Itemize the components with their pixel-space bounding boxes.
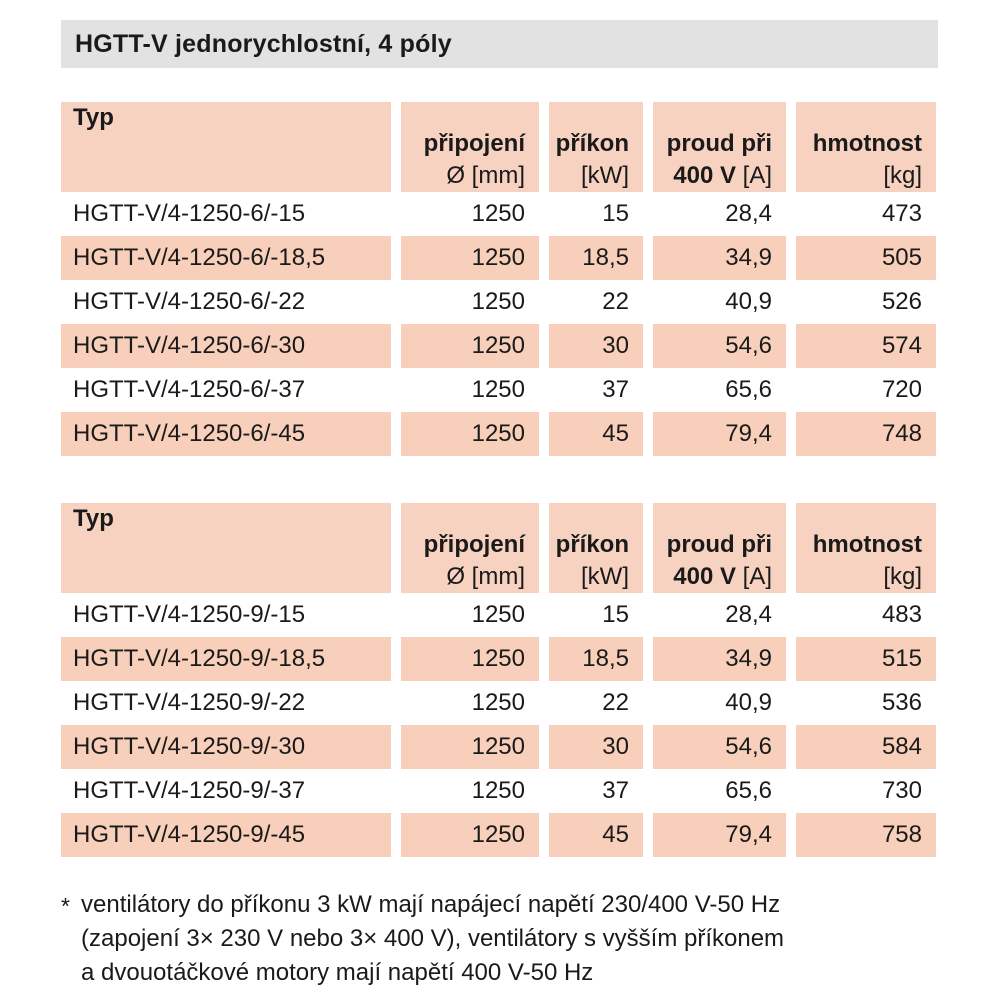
footnote-asterisk: * (61, 893, 70, 919)
cell-proud: 34,9 (653, 637, 786, 681)
cell-typ: HGTT-V/4-1250-9/-30 (61, 725, 391, 769)
cell-prikon: 45 (549, 813, 643, 857)
cell-pripojeni: 1250 (401, 280, 539, 324)
cell-typ: HGTT-V/4-1250-9/-45 (61, 813, 391, 857)
footnote-line-2: (zapojení 3× 230 V nebo 3× 400 V), ventilátory s vyšším příkonem (81, 925, 785, 952)
column-header-pripojeni: připojení Ø [mm] (401, 503, 539, 593)
cell-pripojeni: 1250 (401, 412, 539, 456)
cell-typ: HGTT-V/4-1250-9/-15 (61, 593, 391, 637)
cell-typ: HGTT-V/4-1250-9/-37 (61, 769, 391, 813)
cell-prikon: 45 (549, 412, 643, 456)
cell-typ: HGTT-V/4-1250-6/-45 (61, 412, 391, 456)
cell-prikon: 18,5 (549, 236, 643, 280)
cell-hmotnost: 748 (796, 412, 936, 456)
cell-prikon: 30 (549, 324, 643, 368)
cell-pripojeni: 1250 (401, 236, 539, 280)
cell-pripojeni: 1250 (401, 769, 539, 813)
cell-pripojeni: 1250 (401, 725, 539, 769)
cell-proud: 28,4 (653, 192, 786, 236)
cell-hmotnost: 758 (796, 813, 936, 857)
cell-proud: 65,6 (653, 368, 786, 412)
cell-typ: HGTT-V/4-1250-6/-22 (61, 280, 391, 324)
cell-proud: 54,6 (653, 324, 786, 368)
cell-hmotnost: 515 (796, 637, 936, 681)
cell-typ: HGTT-V/4-1250-6/-30 (61, 324, 391, 368)
cell-pripojeni: 1250 (401, 192, 539, 236)
column-header-proud: proud při 400 V [A] (653, 503, 786, 593)
footnote-line-3: a dvouotáčkové motory mají napětí 400 V-50 Hz (81, 959, 594, 986)
cell-pripojeni: 1250 (401, 324, 539, 368)
footnote (61, 888, 961, 990)
section-title-bar (61, 20, 938, 68)
column-header-pripojeni: připojení Ø [mm] (401, 102, 539, 192)
cell-typ: HGTT-V/4-1250-6/-37 (61, 368, 391, 412)
cell-proud: 28,4 (653, 593, 786, 637)
cell-proud: 65,6 (653, 769, 786, 813)
cell-prikon: 37 (549, 769, 643, 813)
cell-prikon: 30 (549, 725, 643, 769)
cell-pripojeni: 1250 (401, 813, 539, 857)
cell-pripojeni: 1250 (401, 637, 539, 681)
cell-prikon: 18,5 (549, 637, 643, 681)
column-header-proud: proud při 400 V [A] (653, 102, 786, 192)
cell-typ: HGTT-V/4-1250-9/-18,5 (61, 637, 391, 681)
cell-proud: 40,9 (653, 681, 786, 725)
cell-pripojeni: 1250 (401, 593, 539, 637)
cell-proud: 79,4 (653, 813, 786, 857)
spec-table-1250-6 (61, 102, 938, 456)
footnote-text (81, 888, 784, 990)
cell-pripojeni: 1250 (401, 681, 539, 725)
column-header-typ: Typ (61, 102, 391, 192)
footnote-line-1: ventilátory do příkonu 3 kW mají napájecí napětí 230/400 V-50 Hz (81, 891, 781, 918)
column-header-hmotnost: hmotnost [kg] (796, 102, 936, 192)
cell-hmotnost: 720 (796, 368, 936, 412)
cell-prikon: 15 (549, 593, 643, 637)
cell-prikon: 37 (549, 368, 643, 412)
cell-proud: 54,6 (653, 725, 786, 769)
cell-hmotnost: 526 (796, 280, 936, 324)
spec-table-1250-9 (61, 503, 938, 857)
cell-hmotnost: 536 (796, 681, 936, 725)
cell-typ: HGTT-V/4-1250-6/-15 (61, 192, 391, 236)
cell-proud: 34,9 (653, 236, 786, 280)
cell-prikon: 15 (549, 192, 643, 236)
cell-typ: HGTT-V/4-1250-9/-22 (61, 681, 391, 725)
column-header-typ: Typ (61, 503, 391, 593)
cell-hmotnost: 584 (796, 725, 936, 769)
column-header-prikon: příkon [kW] (549, 503, 643, 593)
cell-hmotnost: 473 (796, 192, 936, 236)
column-header-hmotnost: hmotnost [kg] (796, 503, 936, 593)
cell-typ: HGTT-V/4-1250-6/-18,5 (61, 236, 391, 280)
page-title: HGTT-V jednorychlostní, 4 póly (75, 29, 452, 58)
cell-pripojeni: 1250 (401, 368, 539, 412)
cell-hmotnost: 483 (796, 593, 936, 637)
cell-prikon: 22 (549, 681, 643, 725)
cell-proud: 79,4 (653, 412, 786, 456)
cell-hmotnost: 505 (796, 236, 936, 280)
cell-prikon: 22 (549, 280, 643, 324)
column-header-prikon: příkon [kW] (549, 102, 643, 192)
cell-hmotnost: 574 (796, 324, 936, 368)
cell-hmotnost: 730 (796, 769, 936, 813)
cell-proud: 40,9 (653, 280, 786, 324)
